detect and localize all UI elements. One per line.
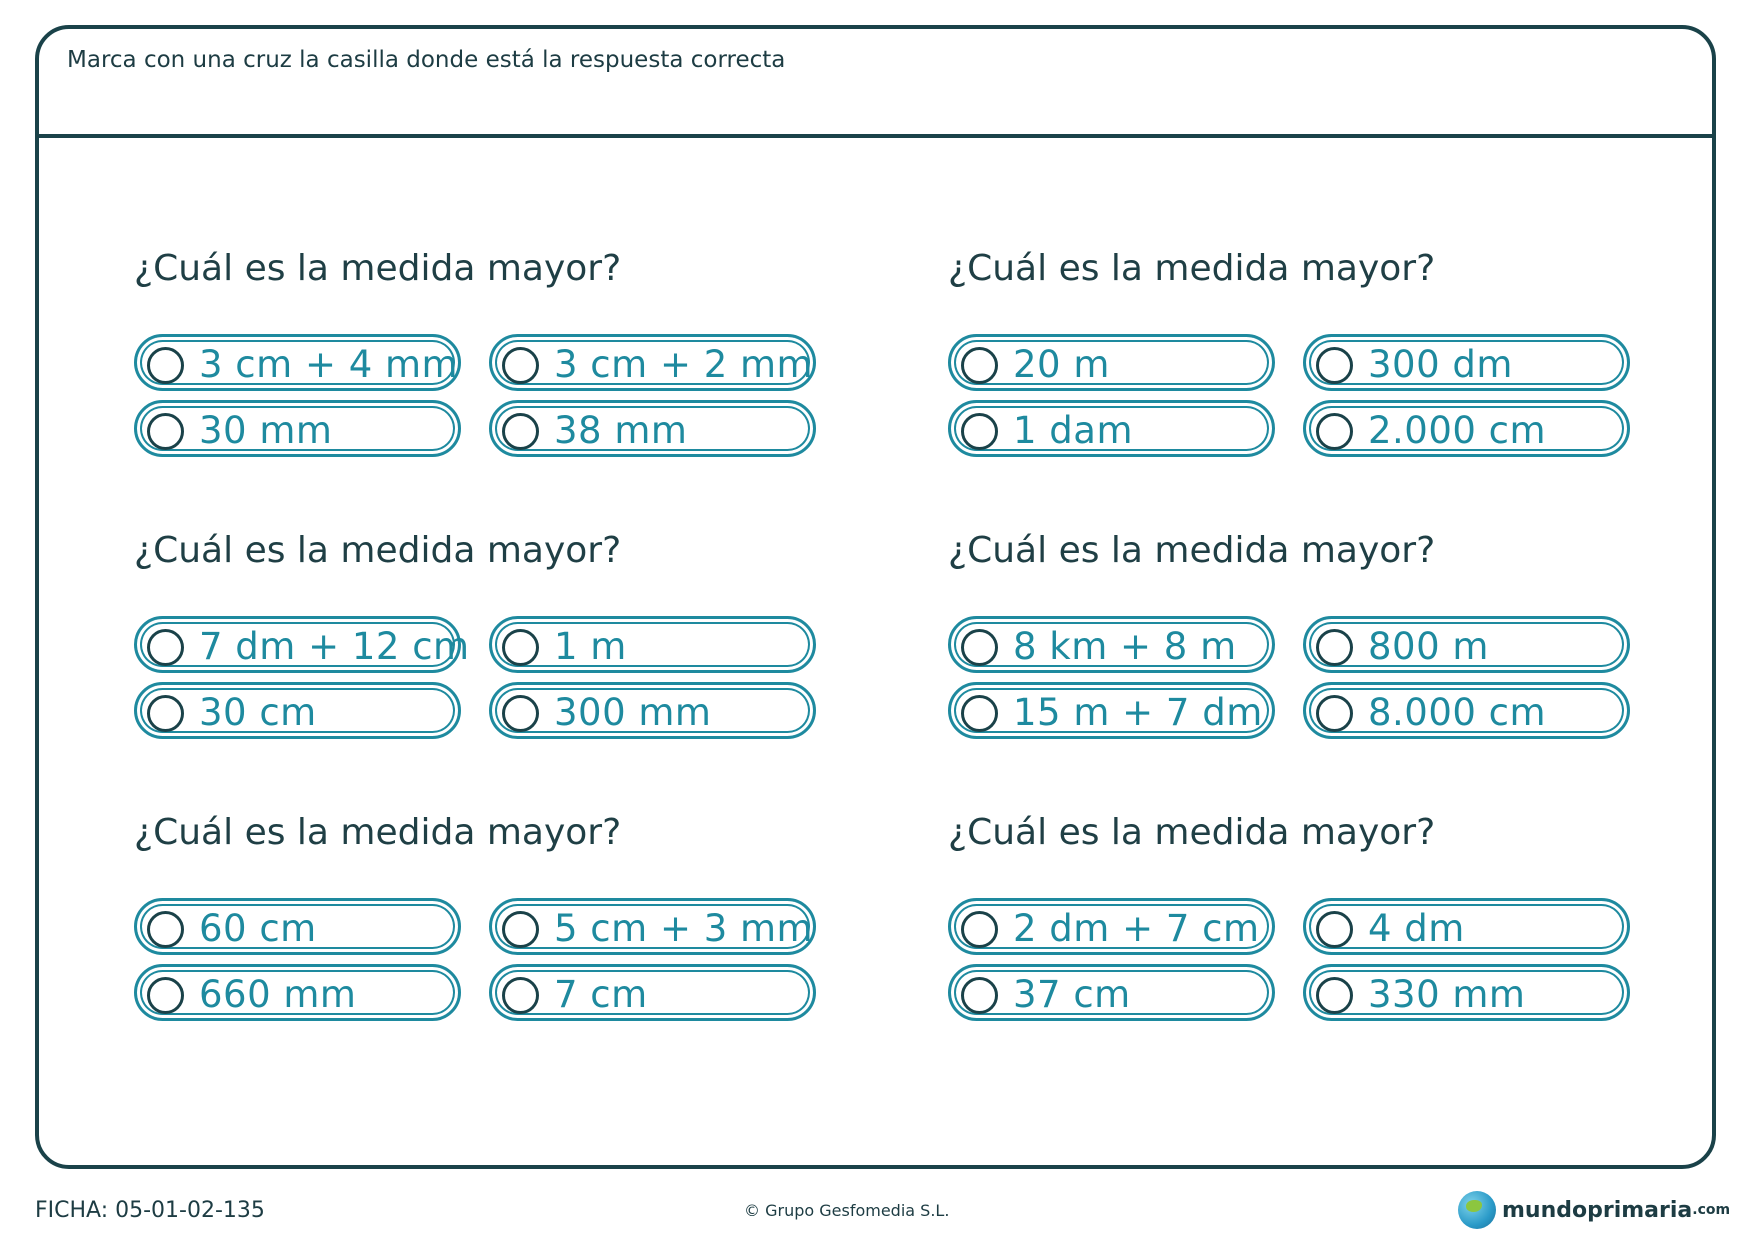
answer-option[interactable]: [948, 898, 1275, 955]
answer-option[interactable]: [948, 964, 1275, 1021]
answer-label: 4 dm: [1368, 907, 1465, 950]
header-divider: [39, 134, 1712, 138]
brand-logo: [1458, 1190, 1730, 1230]
radio-circle-icon[interactable]: [502, 347, 539, 384]
radio-circle-icon[interactable]: [502, 413, 539, 450]
radio-circle-icon[interactable]: [961, 695, 998, 732]
answer-option[interactable]: [489, 964, 816, 1021]
question-5: [134, 812, 854, 1052]
question-title: ¿Cuál es la medida mayor?: [948, 248, 1436, 289]
answer-option[interactable]: [948, 682, 1275, 739]
answer-label: 330 mm: [1368, 973, 1526, 1016]
radio-circle-icon[interactable]: [1316, 413, 1353, 450]
radio-circle-icon[interactable]: [1316, 695, 1353, 732]
question-title: ¿Cuál es la medida mayor?: [948, 530, 1436, 571]
radio-circle-icon[interactable]: [147, 347, 184, 384]
copyright-text: © Grupo Gesfomedia S.L.: [744, 1201, 950, 1220]
radio-circle-icon[interactable]: [502, 977, 539, 1014]
answer-label: 15 m + 7 dm: [1013, 691, 1263, 734]
globe-icon: [1458, 1191, 1496, 1229]
answer-option[interactable]: [134, 964, 461, 1021]
radio-circle-icon[interactable]: [502, 695, 539, 732]
answer-option[interactable]: [134, 334, 461, 391]
question-3: [134, 530, 854, 770]
answer-label: 660 mm: [199, 973, 357, 1016]
answer-option[interactable]: [1303, 964, 1630, 1021]
question-title: ¿Cuál es la medida mayor?: [134, 812, 622, 853]
answer-option[interactable]: [948, 400, 1275, 457]
answer-label: 60 cm: [199, 907, 317, 950]
answer-label: 7 dm + 12 cm: [199, 625, 470, 668]
question-title: ¿Cuál es la medida mayor?: [948, 812, 1436, 853]
answer-option[interactable]: [948, 334, 1275, 391]
question-4: [948, 530, 1668, 770]
radio-circle-icon[interactable]: [961, 347, 998, 384]
answer-option[interactable]: [1303, 334, 1630, 391]
answer-option[interactable]: [1303, 616, 1630, 673]
answer-option[interactable]: [489, 898, 816, 955]
radio-circle-icon[interactable]: [147, 911, 184, 948]
radio-circle-icon[interactable]: [147, 977, 184, 1014]
radio-circle-icon[interactable]: [961, 629, 998, 666]
answer-label: 38 mm: [554, 409, 688, 452]
radio-circle-icon[interactable]: [502, 629, 539, 666]
radio-circle-icon[interactable]: [147, 413, 184, 450]
radio-circle-icon[interactable]: [1316, 629, 1353, 666]
radio-circle-icon[interactable]: [961, 413, 998, 450]
radio-circle-icon[interactable]: [1316, 911, 1353, 948]
answer-label: 5 cm + 3 mm: [554, 907, 814, 950]
radio-circle-icon[interactable]: [147, 629, 184, 666]
radio-circle-icon[interactable]: [1316, 347, 1353, 384]
answer-option[interactable]: [1303, 400, 1630, 457]
answer-label: 300 dm: [1368, 343, 1513, 386]
answer-label: 7 cm: [554, 973, 648, 1016]
question-1: [134, 248, 854, 488]
instruction-text: Marca con una cruz la casilla donde está la respuesta correcta: [67, 47, 786, 73]
answer-label: 30 mm: [199, 409, 333, 452]
answer-option[interactable]: [489, 400, 816, 457]
answer-label: 300 mm: [554, 691, 712, 734]
radio-circle-icon[interactable]: [1316, 977, 1353, 1014]
question-title: ¿Cuál es la medida mayor?: [134, 530, 622, 571]
answer-option[interactable]: [1303, 898, 1630, 955]
radio-circle-icon[interactable]: [961, 911, 998, 948]
answer-label: 20 m: [1013, 343, 1110, 386]
answer-option[interactable]: [1303, 682, 1630, 739]
radio-circle-icon[interactable]: [502, 911, 539, 948]
brand-name: mundoprimaria: [1502, 1197, 1693, 1223]
answer-option[interactable]: [489, 334, 816, 391]
question-6: [948, 812, 1668, 1052]
answer-label: 1 m: [554, 625, 627, 668]
answer-label: 8 km + 8 m: [1013, 625, 1237, 668]
answer-label: 30 cm: [199, 691, 317, 734]
question-2: [948, 248, 1668, 488]
answer-label: 2 dm + 7 cm: [1013, 907, 1260, 950]
worksheet-code: FICHA: 05-01-02-135: [35, 1198, 265, 1223]
answer-label: 8.000 cm: [1368, 691, 1547, 734]
answer-option[interactable]: [134, 616, 470, 673]
brand-tld: .com: [1692, 1202, 1731, 1218]
answer-label: 1 dam: [1013, 409, 1134, 452]
answer-option[interactable]: [489, 616, 816, 673]
radio-circle-icon[interactable]: [961, 977, 998, 1014]
answer-option[interactable]: [134, 682, 461, 739]
answer-label: 2.000 cm: [1368, 409, 1547, 452]
answer-option[interactable]: [489, 682, 816, 739]
answer-label: 3 cm + 2 mm: [554, 343, 814, 386]
answer-option[interactable]: [948, 616, 1275, 673]
answer-option[interactable]: [134, 898, 461, 955]
answer-label: 37 cm: [1013, 973, 1131, 1016]
radio-circle-icon[interactable]: [147, 695, 184, 732]
answer-label: 800 m: [1368, 625, 1489, 668]
answer-option[interactable]: [134, 400, 461, 457]
answer-label: 3 cm + 4 mm: [199, 343, 459, 386]
question-title: ¿Cuál es la medida mayor?: [134, 248, 622, 289]
